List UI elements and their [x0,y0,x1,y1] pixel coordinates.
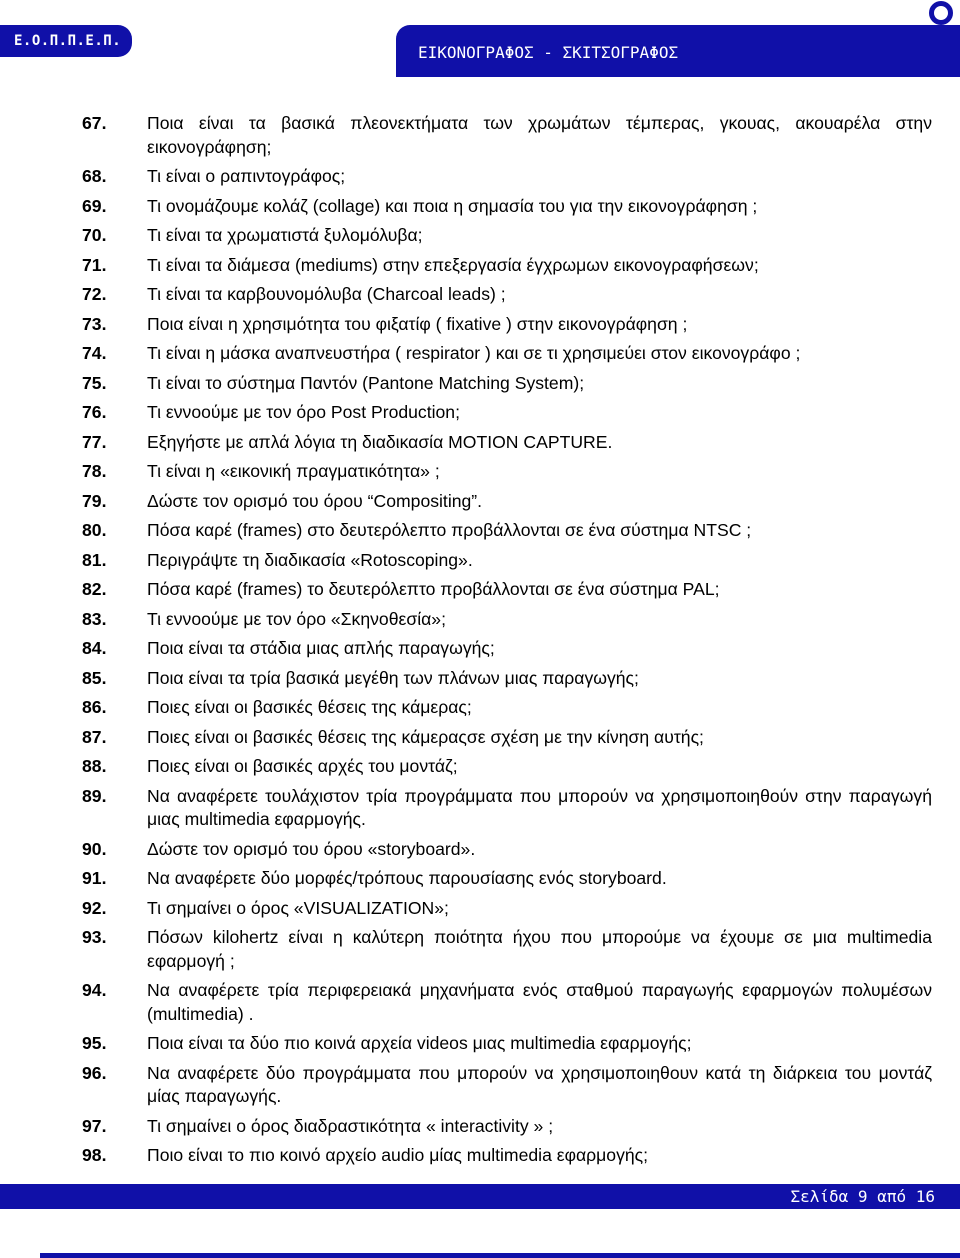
question-item [0,490,960,514]
question-item [0,431,960,455]
question-number: 88. [82,756,107,776]
question-text: Ποιες είναι οι βασικές θέσεις της κάμεραςσε σχέση με την κίνηση αυτής; [147,726,704,747]
question-number: 90. [82,838,107,859]
page-number: Σελίδα 9 από 16 [790,1187,935,1206]
question-number: 97. [82,1115,107,1136]
question-item [0,667,960,691]
question-number: 85. [82,667,107,688]
question-text: Τι σημαίνει ο όρος «VISUALIZATION»; [147,897,449,918]
question-number: 79. [82,490,107,511]
question-text: Ποια είναι τα δύο πιο κοινά αρχεία videos μιας multimedia εφαρμογής; [147,1033,692,1053]
question-number: 75. [82,372,107,393]
question-item [0,549,960,573]
question-number: 98. [82,1145,107,1165]
question-item [0,1144,960,1168]
circle-decoration [929,1,953,25]
header-org-label: Ε.Ο.Π.Π.Ε.Π. [14,33,122,49]
question-number: 87. [82,726,107,747]
question-number: 69. [82,195,107,216]
header-org-banner [0,25,132,57]
question-number: 68. [82,166,107,186]
question-item [0,637,960,661]
question-text: Ποια είναι τα στάδια μιας απλής παραγωγής; [147,638,495,658]
bottom-rule [40,1253,960,1258]
question-text: Ποια είναι η χρησιμότητα του φιξατίφ ( fixative ) στην εικονογράφηση ; [147,313,688,334]
question-number: 67. [82,113,107,133]
question-text: Να αναφέρετε τουλάχιστον τρία προγράμματα που μπορούν να χρησιμοποιηθούν στην παραγωγή μιας multimedia εφαρμογής. [147,785,932,829]
question-item [0,195,960,219]
question-text: Τι είναι τα χρωματιστά ξυλομόλυβα; [147,225,423,245]
question-text: Τι είναι η μάσκα αναπνευστήρα ( respirator ) και σε τι χρησιμεύει στον εικονογράφο ; [147,343,801,363]
question-item [0,165,960,189]
question-number: 71. [82,254,107,275]
question-list [0,112,960,1174]
question-text: Ποια είναι τα βασικά πλεονεκτήματα των χρωμάτων τέμπερας, γκουας, ακουαρέλα στην εικονογράφηση; [147,113,932,157]
question-item [0,1115,960,1139]
question-text: Δώστε τον ορισμό του όρου «storyboard». [147,838,476,859]
question-item [0,608,960,632]
question-number: 82. [82,579,107,599]
question-item [0,755,960,779]
question-item [0,926,960,973]
question-number: 84. [82,638,107,658]
question-text: Τι σημαίνει ο όρος διαδραστικότητα « interactivity » ; [147,1115,554,1136]
question-text: Τι ονομάζουμε κολάζ (collage) και ποια η σημασία του για την εικονογράφηση ; [147,195,758,216]
question-text: Εξηγήστε με απλά λόγια τη διαδικασία MOTION CAPTURE. [147,431,613,452]
question-item [0,1032,960,1056]
question-number: 83. [82,608,107,629]
question-number: 77. [82,431,107,452]
question-text: Περιγράψτε τη διαδικασία «Rotoscoping». [147,549,473,570]
question-text: Τι είναι τα καρβουνομόλυβα (Charcoal leads) ; [147,284,506,304]
question-item [0,897,960,921]
header-specialty-banner [396,25,960,77]
question-item [0,283,960,307]
question-number: 81. [82,549,107,570]
question-text: Να αναφέρετε δύο προγράμματα που μπορούν να χρησιμοποιηθουν κατά τη διάρκεια του μοντάζ μίας παραγωγής. [147,1062,932,1106]
question-item [0,785,960,832]
question-item [0,519,960,543]
question-text: Δώστε τον ορισμό του όρου “Compositing”. [147,490,483,511]
question-text: Να αναφέρετε δύο μορφές/τρόπους παρουσίασης ενός storyboard. [147,868,667,888]
question-item [0,313,960,337]
question-text: Ποια είναι τα τρία βασικά μεγέθη των πλάνων μιας παραγωγής; [147,667,639,688]
question-item [0,254,960,278]
question-number: 95. [82,1033,107,1053]
question-item [0,867,960,891]
question-item [0,460,960,484]
question-text: Τι είναι η «εικονική πραγματικότητα» ; [147,461,440,481]
question-text: Ποιες είναι οι βασικές θέσεις της κάμερας; [147,697,472,717]
question-item [0,372,960,396]
question-number: 86. [82,697,107,717]
question-item [0,1062,960,1109]
question-number: 78. [82,461,107,481]
question-item [0,112,960,159]
question-item [0,726,960,750]
question-text: Πόσα καρέ (frames) το δευτερόλεπτο προβάλλονται σε ένα σύστημα PAL; [147,579,720,599]
question-text: Τι είναι ο ραπιντογράφος; [147,166,346,186]
question-number: 73. [82,313,107,334]
header-specialty-label: ΕΙΚΟΝΟΓΡΑΦΟΣ - ΣΚΙΤΣΟΓΡΑΦΟΣ [418,43,679,62]
question-number: 91. [82,868,107,888]
question-number: 89. [82,785,107,806]
question-text: Πόσων kilohertz είναι η καλύτερη ποιότητα ήχου που μπορούμε να έχουμε σε μια multimedia εφαρμογή ; [147,927,932,971]
question-number: 96. [82,1062,107,1083]
question-item [0,224,960,248]
question-number: 70. [82,225,107,245]
question-text: Ποιες είναι οι βασικές αρχές του μοντάζ; [147,756,458,776]
question-number: 80. [82,520,107,540]
question-text: Τι είναι τα διάμεσα (mediums) στην επεξεργασία έγχρωμων εικονογραφήσεων; [147,254,759,275]
question-number: 76. [82,402,107,422]
question-number: 93. [82,927,107,947]
question-item [0,838,960,862]
question-text: Τι εννοούμε με τον όρο Post Production; [147,402,460,422]
question-number: 94. [82,980,107,1000]
question-text: Ποιο είναι το πιο κοινό αρχείο audio μίας multimedia εφαρμογής; [147,1145,649,1165]
footer-banner [0,1184,960,1209]
question-item [0,578,960,602]
question-item [0,342,960,366]
question-text: Τι εννοούμε με τον όρο «Σκηνοθεσία»; [147,608,446,629]
question-item [0,696,960,720]
question-text: Να αναφέρετε τρία περιφερειακά μηχανήματα ενός σταθμού παραγωγής εφαρμογών πολυμέσων (multimedia) . [147,980,932,1024]
question-number: 72. [82,284,107,304]
question-number: 74. [82,343,107,363]
question-text: Πόσα καρέ (frames) στο δευτερόλεπτο προβάλλονται σε ένα σύστημα NTSC ; [147,520,752,540]
question-number: 92. [82,897,107,918]
question-text: Τι είναι το σύστημα Παντόν (Pantone Matching System); [147,372,585,393]
question-item [0,979,960,1026]
question-item [0,401,960,425]
